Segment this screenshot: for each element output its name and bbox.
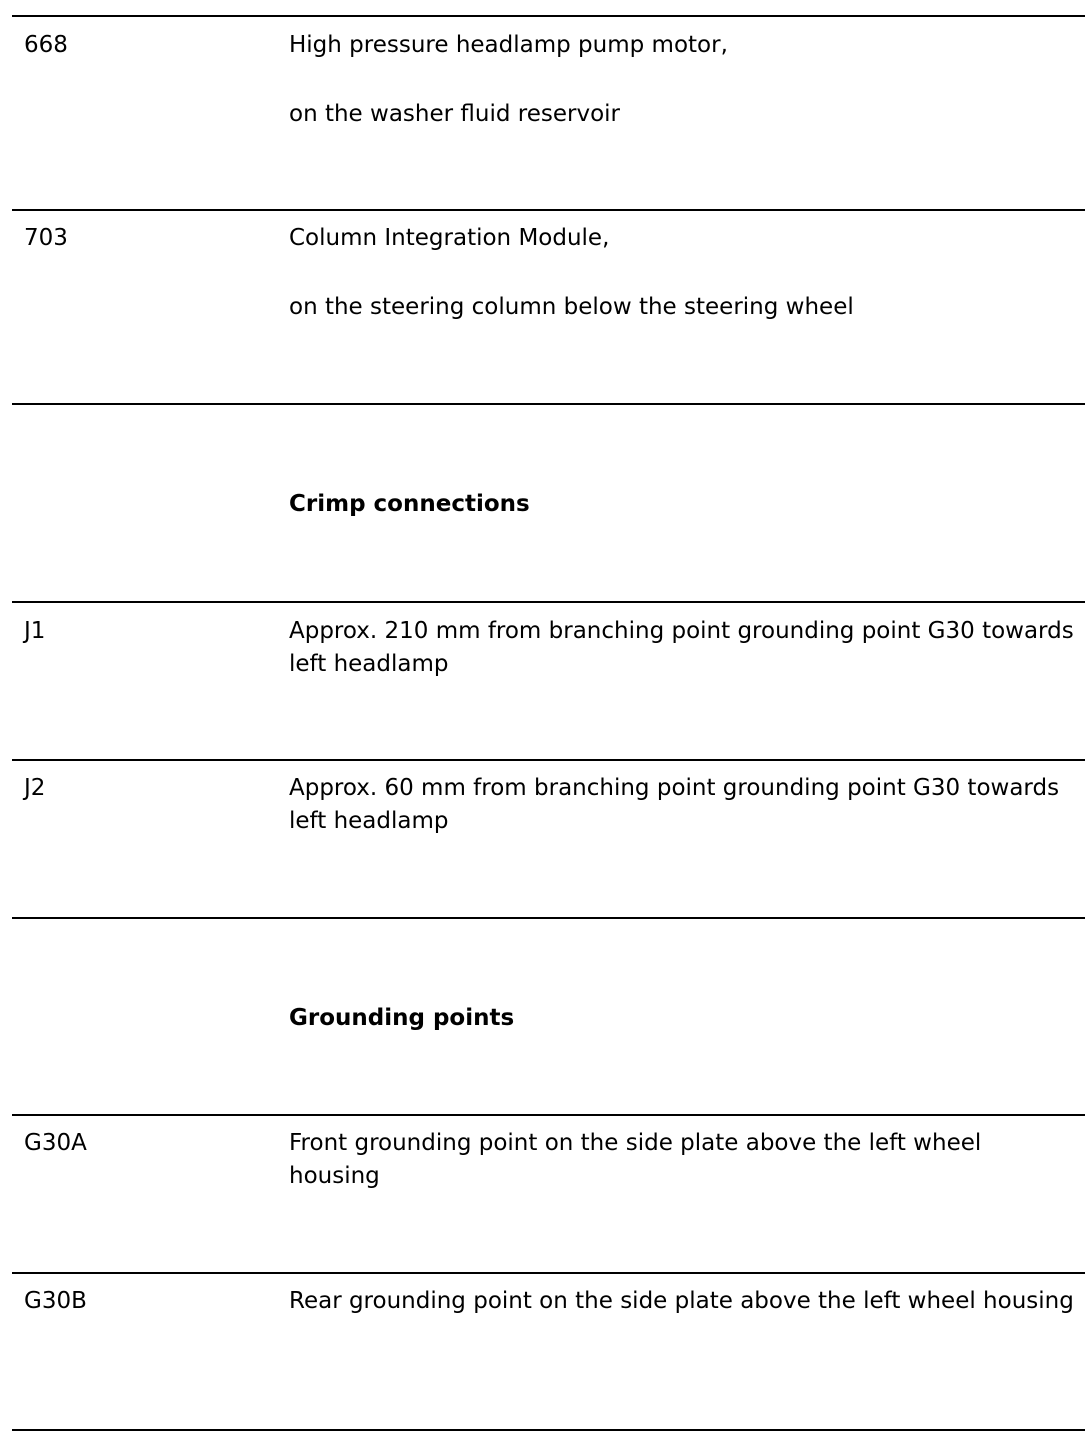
table-rule bbox=[12, 1272, 1085, 1274]
component-description bbox=[289, 29, 1079, 131]
connection-code: J1 bbox=[24, 618, 46, 644]
connection-description: Approx. 60 mm from branching point grounding point G30 towards left headlamp bbox=[289, 775, 1060, 834]
grounding-description: Front grounding point on the side plate above the left wheel housing bbox=[289, 1130, 982, 1189]
table-rule bbox=[12, 209, 1085, 211]
table-rule bbox=[12, 1114, 1085, 1116]
component-code: 703 bbox=[24, 225, 68, 251]
table-rule bbox=[12, 15, 1085, 17]
table-rule bbox=[12, 759, 1085, 761]
description-line: Column Integration Module, bbox=[289, 225, 610, 251]
grounding-code: G30A bbox=[24, 1130, 87, 1156]
table-rule bbox=[12, 601, 1085, 603]
table-rule bbox=[12, 403, 1085, 405]
component-description bbox=[289, 222, 1079, 324]
component-code: 668 bbox=[24, 32, 68, 58]
description-line: on the steering column below the steering wheel bbox=[289, 294, 854, 320]
description-line: on the washer fluid reservoir bbox=[289, 101, 620, 127]
section-heading-grounding-points: Grounding points bbox=[289, 1005, 515, 1031]
table-rule bbox=[12, 917, 1085, 919]
grounding-description: Rear grounding point on the side plate above the left wheel housing bbox=[289, 1288, 1074, 1314]
connection-code: J2 bbox=[24, 775, 46, 801]
section-heading-crimp-connections: Crimp connections bbox=[289, 491, 530, 517]
grounding-code: G30B bbox=[24, 1288, 87, 1314]
table-rule bbox=[12, 1429, 1085, 1431]
description-line: High pressure headlamp pump motor, bbox=[289, 32, 728, 58]
connection-description: Approx. 210 mm from branching point grounding point G30 towards left headlamp bbox=[289, 618, 1074, 677]
